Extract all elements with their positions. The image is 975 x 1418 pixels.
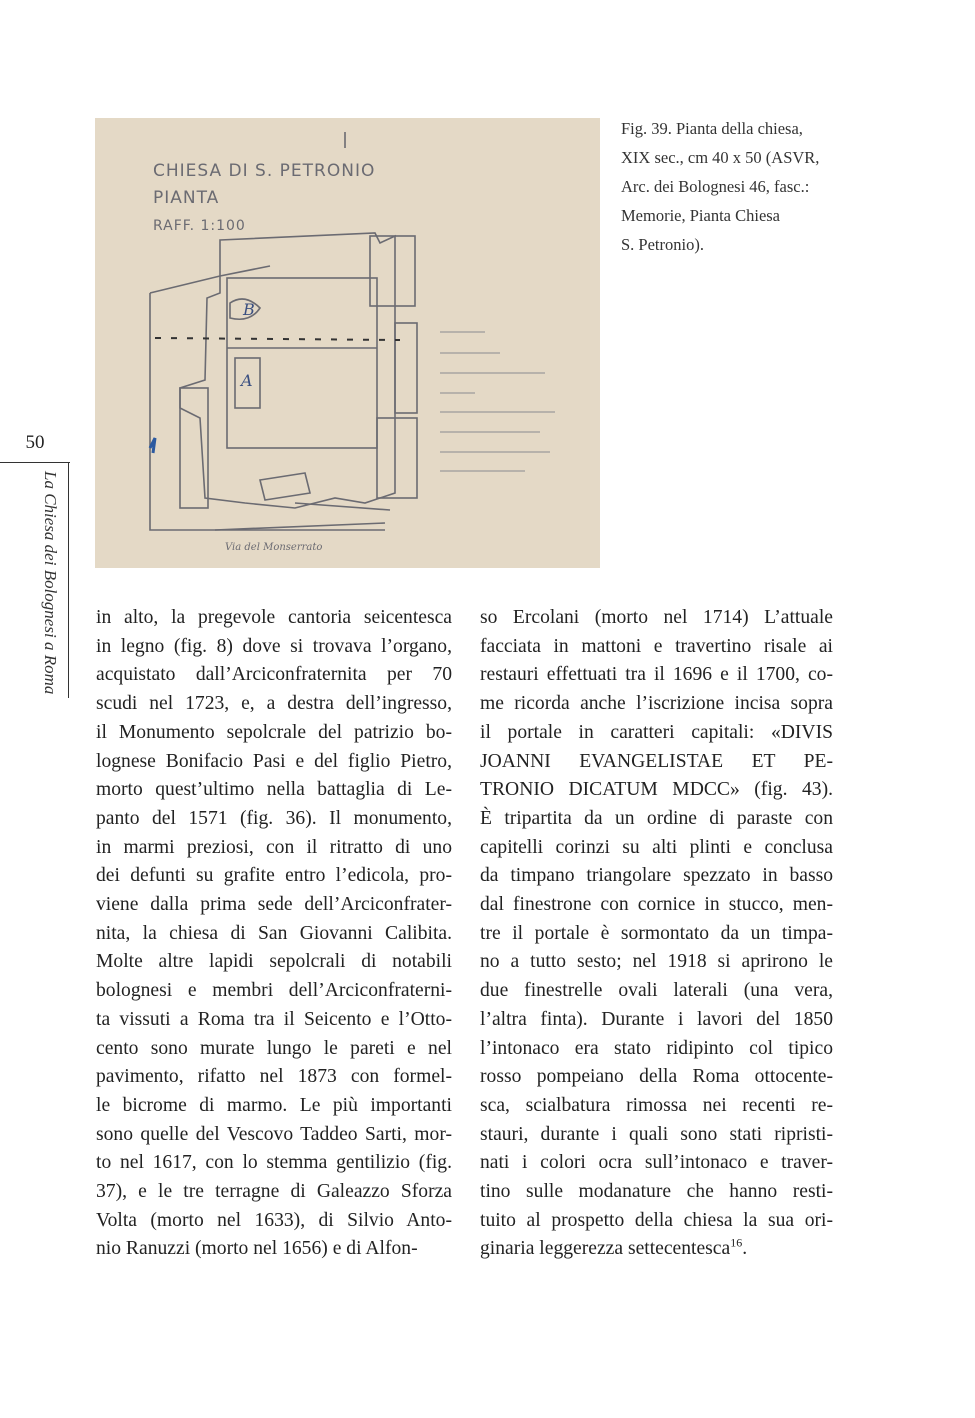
text-line: me ricorda anche l’iscrizione incisa sopra [480,693,833,715]
text-line: Volta (morto nel 1633), di Silvio Anto- [96,1209,452,1231]
text-line: JOANNI EVANGELISTAE ET PE- [480,750,833,772]
text-line: il Monumento sepolcrale del patrizio bo- [96,721,452,743]
text-line: dal finestrone con cornice in stucco, men- [480,894,833,916]
text-line: due finestrelle ovali laterali (una vera, [480,980,833,1002]
caption-line: Arc. dei Bolognesi 46, fasc.: [621,177,810,196]
plan-title-line-2: PIANTA [153,188,220,208]
street-label: Via del Monserrato [225,542,323,553]
caption-line: Memorie, Pianta Chiesa [621,206,781,225]
figure-caption [621,114,851,259]
plan-title-line-1: CHIESA DI S. PETRONIO [153,161,376,181]
footnote-ref: 16 [730,1235,743,1250]
caption-line: Fig. 39. Pianta della chiesa, [621,119,803,138]
plan-title-line-3: RAFF. 1:100 [153,218,246,234]
text-line: cento sono murate lungo le pareti e nel [96,1037,452,1059]
margin-vertical-rule [68,462,69,698]
text-line: TRONIO DICATUM MDCC» (fig. 43). [480,779,833,801]
text-line: pavimento, rifatto nel 1873 con formel- [96,1066,452,1088]
text-line: Molte altre lapidi sepolcrali di notabili [96,951,452,973]
room-label-a: A [241,371,253,390]
text-line: le bicrome di marmo. Le più importanti [96,1094,452,1116]
text-line: È tripartita da un ordine di paraste con [480,807,833,829]
text-line: dei defunti su grafite entro l’edicola, pro- [96,865,452,887]
text-line: in marmi preziosi, con il ritratto di uno [96,836,452,858]
text-line: to nel 1617, con lo stemma gentilizio (fig. [96,1152,452,1174]
text-line: sca, scialbatura rimossa nei recenti re- [480,1094,833,1116]
text-line: in alto, la pregevole cantoria seicentesca [96,607,452,628]
floor-plan-drawing [95,118,600,568]
text-line: so Ercolani (morto nel 1714) L’attuale [480,607,833,628]
text-line: ginaria leggerezza settecentesca$^{16}$. [480,1235,748,1260]
text-line: stauri, durante i quali sono stati ripristi- [480,1123,833,1145]
text-line: da timpano triangolare spezzato in basso [480,865,833,887]
text-line: nio Ranuzzi (morto nel 1656) e di Alfon- [96,1238,418,1260]
text-line: bolognesi e membri dell’Arciconfraterni- [96,980,452,1002]
text-line: no a tutto sesto; nel 1918 si aprirono le [480,951,833,973]
text-line: nati i colori ocra sull’intonaco e traver- [480,1152,833,1174]
text-line: facciata in mattoni e travertino risale ai [480,635,833,657]
text-line: rosso pompeiano della Roma ottocente- [480,1066,833,1088]
text-line: restauri effettuati tra il 1696 e il 1700, co- [480,664,833,686]
text-line: panto del 1571 (fig. 36). Il monumento, [96,807,452,829]
text-line: il portale in caratteri capitali: «DIVIS [480,721,833,743]
text-line: scudi nel 1723, e, a destra dell’ingresso, [96,693,452,715]
text-line: in legno (fig. 8) dove si trovava l’organo, [96,635,452,657]
text-line: acquistato dall’Arciconfraternita per 70 [96,664,452,686]
text-line: capitelli corinzi su alti plinti e conclusa [480,836,833,858]
text-line: tuito al prospetto della chiesa la sua ori- [480,1209,833,1231]
text-line: morto quest’ultimo nella battaglia di Le- [96,779,452,801]
text-line: l’altra finta). Durante i lavori del 1850 [480,1008,833,1030]
text-line: ta vissuti a Roma tra il Seicento e l’Otto- [96,1008,452,1030]
text-line: tino sulle modanature che hanno resti- [480,1181,833,1203]
page-number: 50 [25,432,45,453]
caption-line: S. Petronio). [621,235,704,254]
caption-line: XIX sec., cm 40 x 50 (ASVR, [621,148,820,167]
text-line: lognese Bonifacio Pasi e del figlio Pietro, [96,750,452,772]
body-column-right [480,604,833,1264]
text-line: tre il portale è sormontato da un timpa- [480,922,833,944]
room-label-b: B [243,300,255,319]
text-line: nita, la chiesa di San Giovanni Calibita. [96,922,452,944]
margin-rule [0,462,70,463]
text-line: sono quelle del Vescovo Taddeo Sarti, mor- [96,1123,452,1145]
text-line: 37), e le tre terragne di Galeazzo Sforza [96,1181,452,1203]
text-line: l’intonaco era stato ridipinto col tipico [480,1037,833,1059]
floor-plan-figure [95,118,600,568]
running-head: La Chiesa dei Bolognesi a Roma [41,471,60,695]
body-column-left [96,604,452,1264]
text-line: viene dalla prima sede dell’Arciconfrater- [96,894,452,916]
